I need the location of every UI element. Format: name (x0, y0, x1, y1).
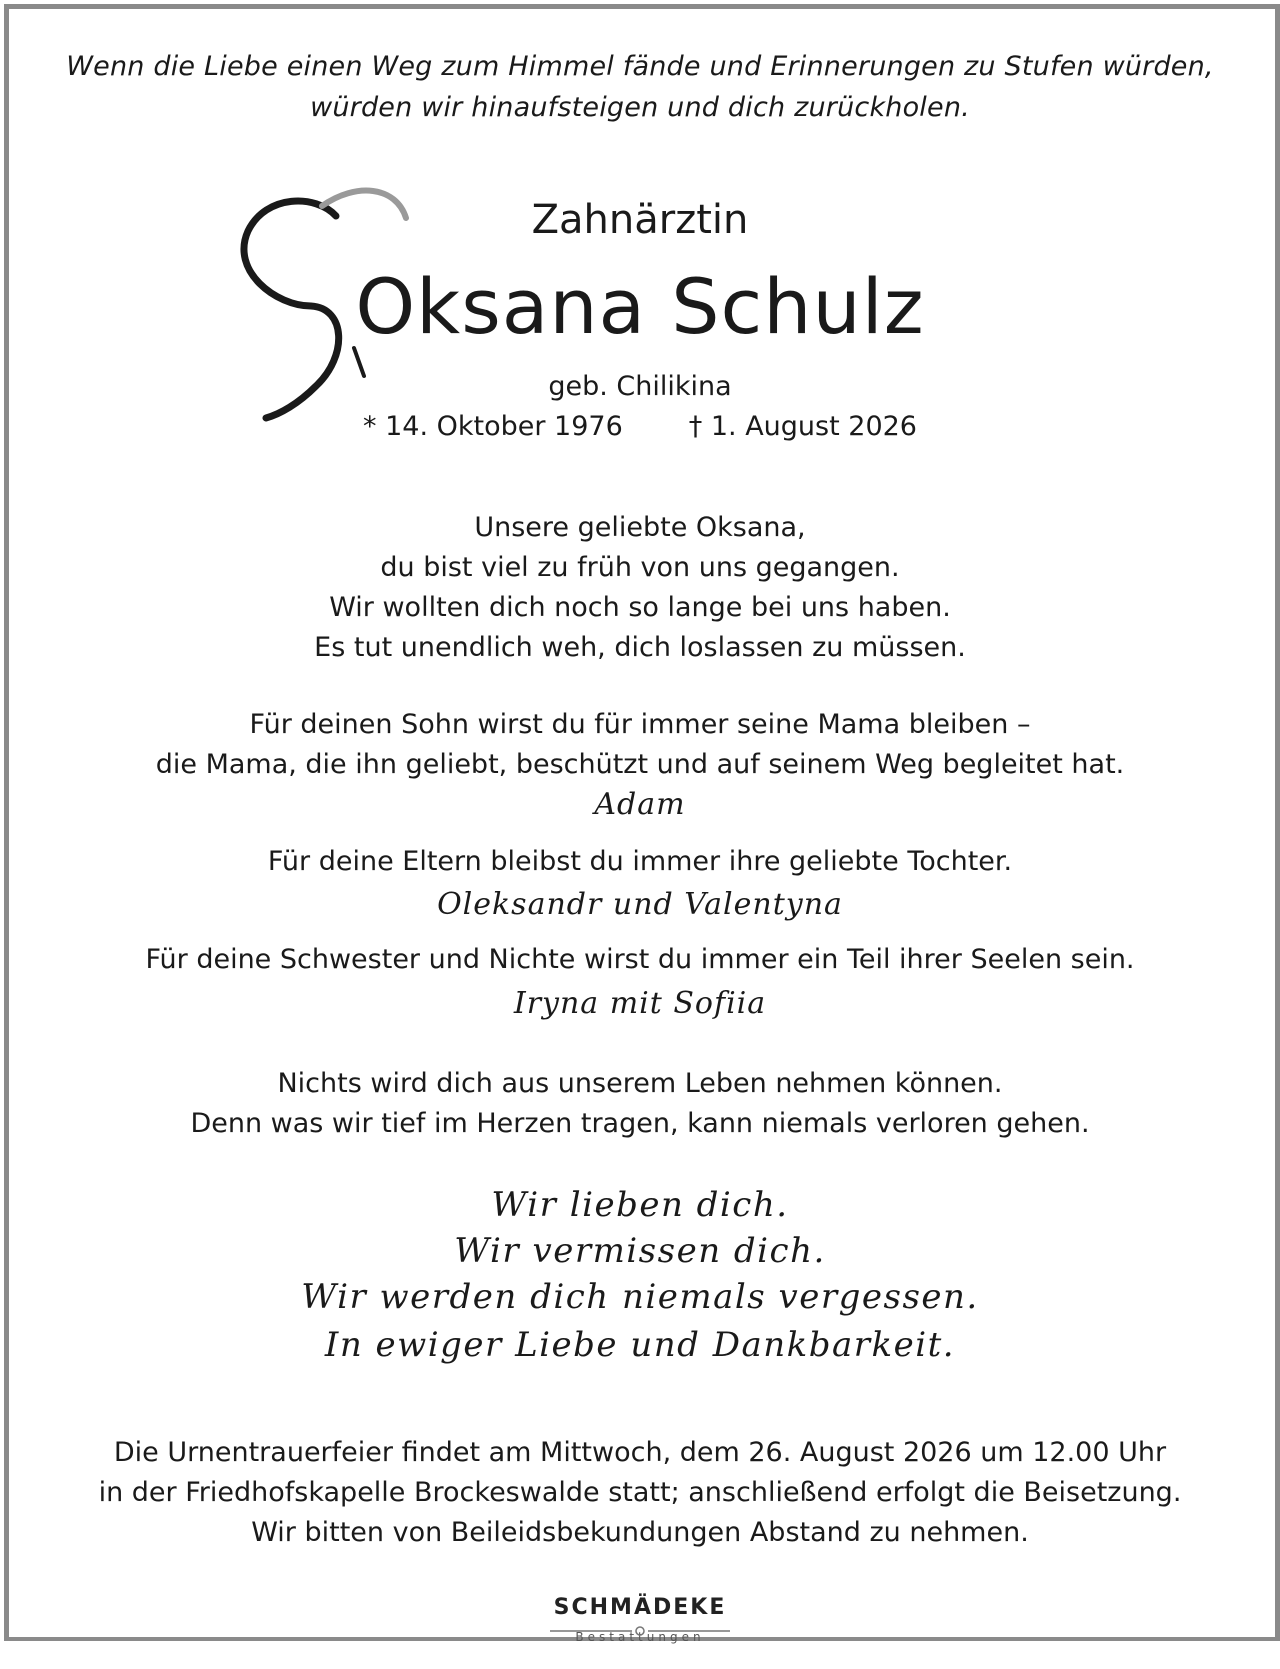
son-text (0, 705, 1280, 785)
deceased-name: Oksana Schulz (355, 262, 925, 351)
sister-signature: Iryna mit Sofiia (513, 986, 767, 1021)
closing-line: Wir werden dich niemals vergessen. (301, 1277, 979, 1317)
son-line: die Mama, die ihn geliebt, beschützt und auf seinem Weg begleitet hat. (155, 749, 1125, 780)
verse-one (0, 508, 1280, 668)
motto-line: würden wir hinaufsteigen und dich zurückholen. (310, 92, 970, 123)
verse-two (0, 1064, 1280, 1144)
closing-line: Wir lieben dich. (491, 1185, 789, 1225)
verse-line: Wir wollten dich noch so lange bei uns haben. (329, 592, 951, 623)
verse-line: Nichts wird dich aus unserem Leben nehmen können. (277, 1068, 1003, 1099)
verse-line: du bist viel zu früh von uns gegangen. (380, 552, 900, 583)
death-date: † 1. August 2026 (688, 411, 917, 442)
verse-line: Es tut unendlich weh, dich loslassen zu müssen. (314, 632, 966, 663)
funeral-home-logo (530, 1595, 750, 1669)
closing-line: In ewiger Liebe und Dankbarkeit. (324, 1325, 956, 1365)
birth-name: geb. Chilikina (548, 371, 732, 402)
son-signature: Adam (594, 787, 686, 822)
logo-subtitle: Bestattungen (575, 1630, 705, 1644)
profession: Zahnärztin (531, 197, 749, 243)
logo-name: SCHMÄDEKE (553, 1595, 727, 1620)
verse-line: Denn was wir tief im Herzen tragen, kann niemals verloren gehen. (190, 1108, 1090, 1139)
ceremony-info (0, 1433, 1280, 1553)
ceremony-line: in der Friedhofskapelle Brockeswalde statt; anschließend erfolgt die Beisetzung. (98, 1477, 1182, 1508)
parents-signature: Oleksandr und Valentyna (437, 887, 843, 922)
son-line: Für deinen Sohn wirst du für immer seine Mama bleiben – (249, 709, 1031, 740)
logo-divider-icon (550, 1625, 730, 1637)
ceremony-line: Die Urnentrauerfeier findet am Mittwoch, dem 26. August 2026 um 12.00 Uhr (113, 1437, 1167, 1468)
verse-line: Unsere geliebte Oksana, (474, 512, 806, 543)
closing-line: Wir vermissen dich. (454, 1231, 826, 1271)
sister-text: Für deine Schwester und Nichte wirst du immer ein Teil ihrer Seelen sein. (145, 944, 1135, 975)
parents-text: Für deine Eltern bleibst du immer ihre geliebte Tochter. (267, 846, 1013, 877)
ceremony-line: Wir bitten von Beileidsbekundungen Abstand zu nehmen. (251, 1517, 1029, 1548)
closing-lines (0, 1182, 1280, 1368)
motto-line: Wenn die Liebe einen Weg zum Himmel fände und Erinnerungen zu Stufen würden, (66, 51, 1214, 82)
motto (0, 46, 1280, 128)
life-dates (0, 410, 1280, 444)
birth-date: * 14. Oktober 1976 (363, 411, 623, 442)
